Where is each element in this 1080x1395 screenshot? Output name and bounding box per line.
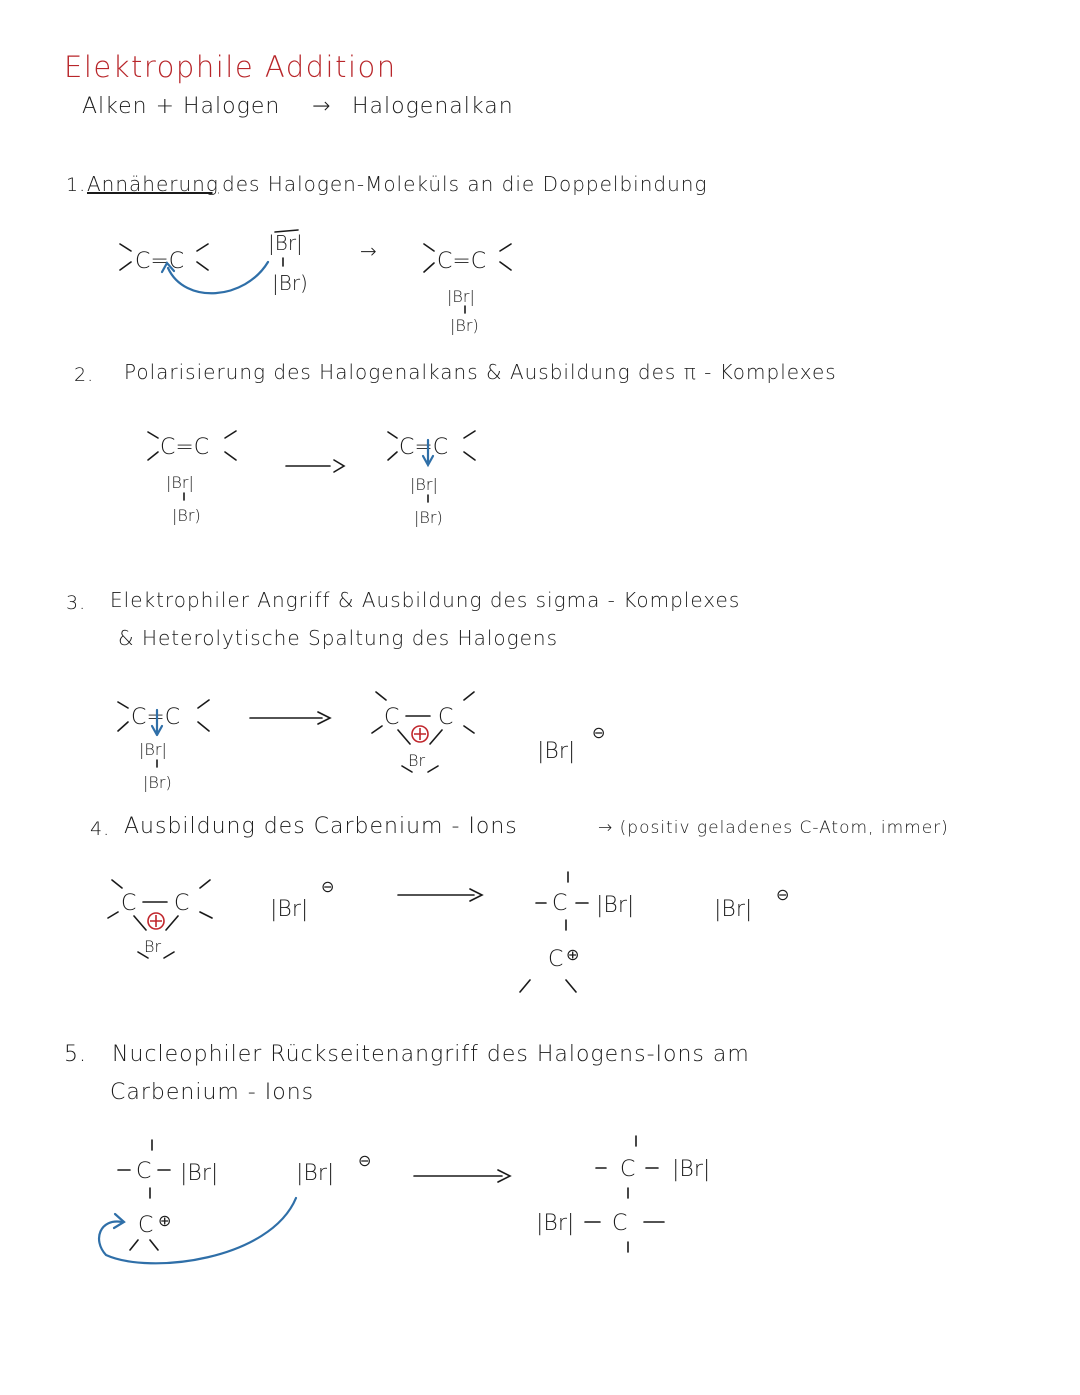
- s1-br-top: |Br|: [268, 231, 303, 255]
- s2-prod-br-bottom: |Br): [414, 508, 443, 527]
- s1-prod-br-top: |Br|: [447, 287, 475, 306]
- step5-number: 5.: [64, 1042, 87, 1067]
- step1-scheme: [120, 230, 511, 335]
- s2-reaction-arrow: [286, 460, 344, 472]
- s3-sigma-c-left: C: [384, 705, 400, 730]
- step3-number: 3.: [66, 592, 87, 614]
- step1-title-underlined: Annäherung: [87, 172, 219, 196]
- step3-title-line1: Elektrophiler Angriff & Ausbildung des sigma - Komplexes: [110, 588, 741, 612]
- step3-title-line2: & Heterolytische Spaltung des Halogens: [118, 626, 559, 650]
- s4-reaction-arrow: [398, 889, 482, 901]
- s1-alkene-left: C=C: [135, 249, 185, 274]
- s4-sigma-c-right: C: [174, 891, 190, 916]
- overview-left: Alken + Halogen: [82, 94, 281, 119]
- s4-sigma-br: Br: [144, 937, 162, 956]
- s5-curved-arrow: [99, 1198, 296, 1263]
- s5-c-top: C: [136, 1159, 152, 1184]
- s5-reaction-arrow: [414, 1170, 510, 1182]
- s5-bromide-charge: ⊖: [358, 1151, 372, 1170]
- step4-scheme: [108, 872, 789, 992]
- s1-br-bottom: |Br): [272, 271, 308, 295]
- s3-bromide: |Br|: [537, 739, 576, 764]
- step5-title-line2: Carbenium - Ions: [110, 1080, 315, 1105]
- step2-number: 2.: [74, 364, 95, 386]
- step4-title: Ausbildung des Carbenium - Ions: [124, 814, 518, 839]
- step2-scheme: [148, 431, 475, 527]
- s4-free-bromide: |Br|: [714, 897, 753, 922]
- step2-title: Polarisierung des Halogenalkans & Ausbildung des π - Komplexes: [124, 360, 837, 384]
- s5-prod-c-bottom: C: [612, 1211, 628, 1236]
- s5-bromide: |Br|: [296, 1161, 335, 1186]
- s2-br-bottom: |Br): [172, 506, 201, 525]
- step1-title: des Halogen-Moleküls an die Doppelbindung: [222, 172, 708, 196]
- s5-br: |Br|: [180, 1161, 219, 1186]
- s3-sigma-br: Br: [408, 751, 426, 770]
- s1-alkene-right: C=C: [437, 249, 487, 274]
- step4-note: → (positiv geladenes C-Atom, immer): [598, 818, 949, 838]
- s5-plus: ⊕: [158, 1211, 172, 1230]
- s5-prod-c-top: C: [620, 1157, 636, 1182]
- step4-number: 4.: [90, 818, 111, 840]
- s3-br-top: |Br|: [139, 740, 167, 759]
- s4-prod-plus: ⊕: [566, 945, 580, 964]
- step1-number: 1.: [66, 174, 87, 196]
- s3-br-bottom: |Br): [143, 773, 172, 792]
- step5-scheme: [99, 1136, 710, 1263]
- s3-bromide-charge: ⊖: [592, 723, 606, 742]
- s3-pi-complex: C=C: [131, 705, 181, 730]
- s1-reaction-arrow: →: [360, 239, 377, 263]
- s5-c-cation: C: [138, 1213, 154, 1238]
- step5-title-line1: Nucleophiler Rückseitenangriff des Halogens-Ions am: [112, 1042, 750, 1067]
- overview-arrow: →: [312, 94, 332, 119]
- s3-reaction-arrow: [250, 712, 330, 724]
- page-title: Elektrophile Addition: [64, 50, 397, 84]
- s4-prod-c-top: C: [552, 891, 568, 916]
- s4-free-bromide-charge: ⊖: [776, 885, 790, 904]
- s4-prod-bonds: [520, 872, 588, 992]
- s1-prod-br-bottom: |Br): [450, 316, 479, 335]
- s2-prod-br-top: |Br|: [410, 475, 438, 494]
- s5-prod-br-right: |Br|: [672, 1157, 711, 1182]
- s4-prod-c-cation: C: [548, 947, 564, 972]
- s2-alkene-left: C=C: [160, 435, 210, 460]
- s5-prod-br-left: |Br|: [536, 1211, 575, 1236]
- s3-sigma-c-right: C: [438, 705, 454, 730]
- s4-bromide-charge: ⊖: [321, 877, 335, 896]
- step3-scheme: [118, 692, 605, 792]
- overview-right: Halogenalkan: [352, 94, 514, 119]
- s2-alkene-right: C=C: [399, 435, 449, 460]
- s4-bromide: |Br|: [270, 897, 309, 922]
- s4-plus-charge-sign: [150, 915, 162, 927]
- s3-plus-charge-sign: [414, 728, 426, 740]
- s2-br-top: |Br|: [166, 473, 194, 492]
- s4-prod-br: |Br|: [596, 893, 635, 918]
- s4-sigma-c-left: C: [121, 891, 137, 916]
